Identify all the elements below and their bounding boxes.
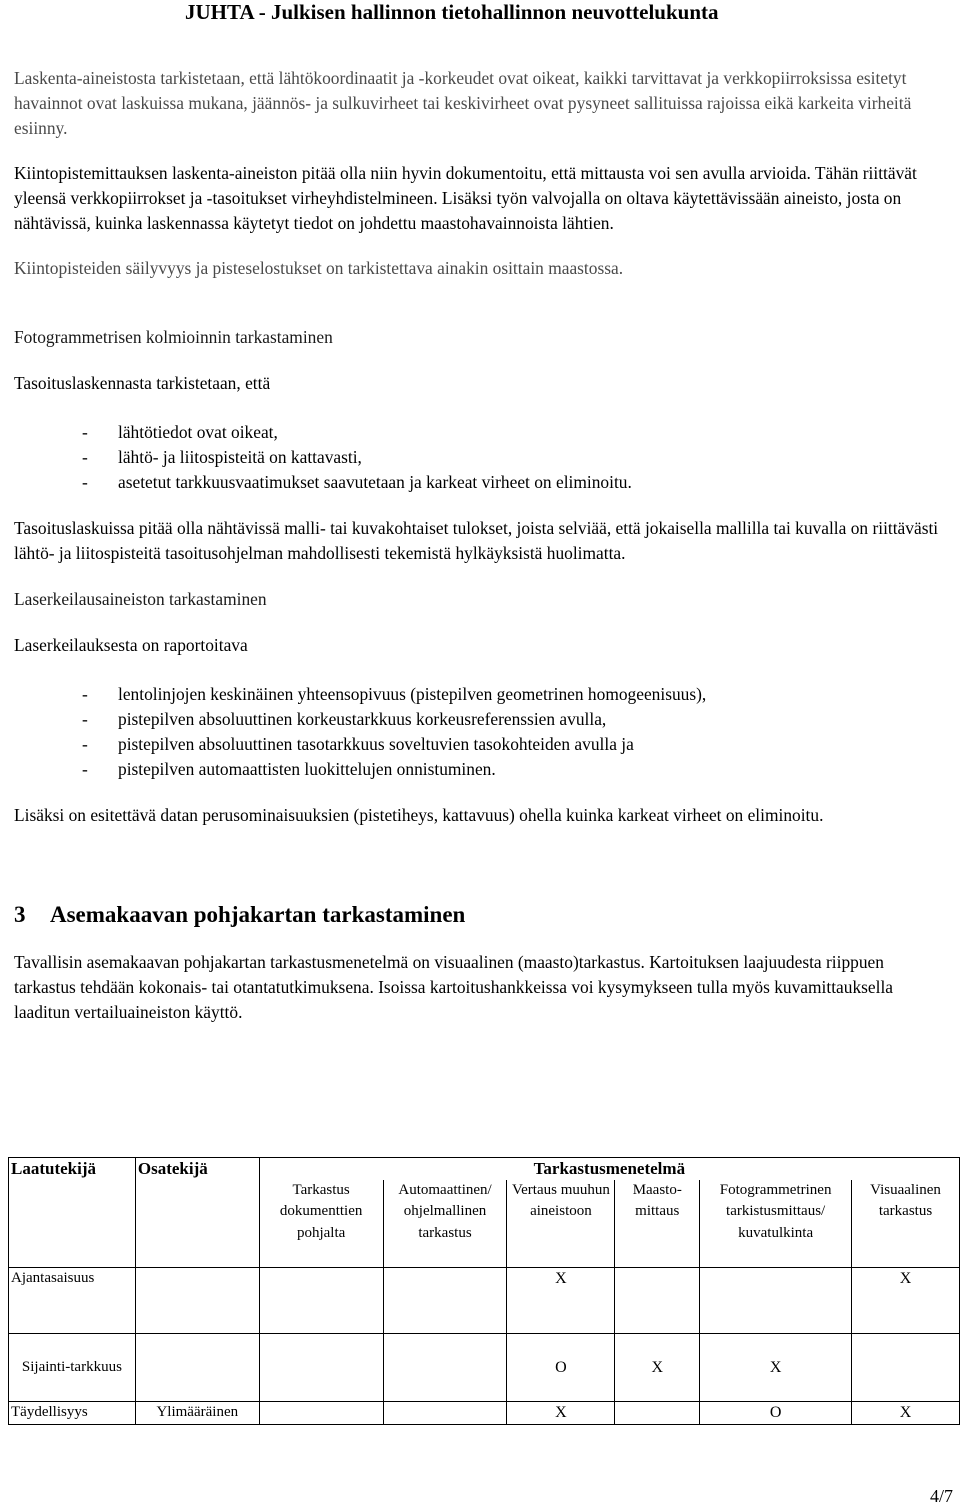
table-row bbox=[9, 1268, 960, 1334]
paragraph-laser-intro: Laserkeilauksesta on raportoitava bbox=[14, 635, 248, 655]
method-header: Vertaus muuhun aineistoon bbox=[507, 1180, 615, 1268]
paragraph-section3: Tavallisin asemakaavan pohjakartan tarkastusmenetelmä on visuaalinen (maasto)tarkastus. Kartoituksen laajuudesta riippuen tarkastus tehdään kokonais- tai otantatutkimuksena. Isoissa kartoitushankkeissa voi kysymykseen tulla myös kuvamittauksella laaditun vertailuaineiston käyttö. bbox=[14, 952, 894, 1022]
table-cell bbox=[383, 1334, 507, 1402]
list-item: - lähtötiedot ovat oikeat, bbox=[82, 422, 278, 442]
table-cell: X bbox=[507, 1402, 615, 1425]
table-row bbox=[9, 1334, 960, 1402]
paragraph-laskenta: Laskenta-aineistosta tarkistetaan, että lähtökoordinaatit ja -korkeudet ovat oikeat, kaikki tarvittavat ja verkkopiirroksissa esitetyt havainnot ovat laskuissa mukana, jäännös- ja sulkuvirheet tai keskivirheet ovat pysyneet sallituissa rajoissa eikä karkeita virheitä esiinny. bbox=[14, 68, 912, 138]
method-header: Fotogrammetrinen tarkistusmittaus/ kuvatulkinta bbox=[700, 1180, 852, 1268]
table-cell bbox=[852, 1334, 960, 1402]
heading-fotogrammetria: Fotogrammetrisen kolmioinnin tarkastaminen bbox=[14, 327, 333, 347]
document-body bbox=[14, 66, 944, 1025]
table-cell: X bbox=[507, 1268, 615, 1334]
list-item: - pistepilven absoluuttinen korkeustarkkuus korkeusreferenssien avulla, bbox=[82, 709, 607, 729]
header-osatekija: Osatekijä bbox=[135, 1158, 259, 1268]
table-cell bbox=[700, 1268, 852, 1334]
method-header: Tarkastus dokumenttien pohjalta bbox=[259, 1180, 383, 1268]
table-cell bbox=[259, 1268, 383, 1334]
heading-laserkeilaus: Laserkeilausaineiston tarkastaminen bbox=[14, 589, 267, 609]
paragraph-part: Kiintopistemittauksen laskenta-aineiston pitää olla niin hyvin dokumentoitu, että mittausta voi sen avulla arvioida. Tähän riittävät yleensä verkkopiirrokset ja -tasoitukset virheyhdistelmineen. bbox=[14, 163, 917, 208]
table-cell bbox=[615, 1402, 700, 1425]
section-title: Asemakaavan pohjakartan tarkastaminen bbox=[50, 902, 466, 927]
list-item: - pistepilven absoluuttinen tasotarkkuus soveltuvien tasokohteiden avulla ja bbox=[82, 734, 634, 754]
table-cell: O bbox=[700, 1402, 852, 1425]
table-cell: X bbox=[615, 1334, 700, 1402]
list-item: - lähtö- ja liitospisteitä on kattavasti, bbox=[82, 447, 362, 467]
section-number: 3 bbox=[14, 902, 26, 927]
row-subfactor bbox=[135, 1268, 259, 1334]
table-row bbox=[9, 1402, 960, 1425]
row-subfactor: Ylimääräinen bbox=[135, 1402, 259, 1425]
table-cell: X bbox=[852, 1402, 960, 1425]
list-item: - asetetut tarkkuusvaatimukset saavutetaan ja karkeat virheet on eliminoitu. bbox=[82, 472, 632, 492]
paragraph-kiintopiste-dokumentointi bbox=[14, 161, 944, 236]
page-header: JUHTA - Julkisen hallinnon tietohallinnon neuvottelukunta bbox=[185, 0, 719, 24]
table-cell bbox=[383, 1402, 507, 1425]
list-laser bbox=[14, 682, 944, 782]
paragraph-foto-intro: Tasoituslaskennasta tarkistetaan, että bbox=[14, 373, 271, 393]
method-header: Automaattinen/ ohjelmallinen tarkastus bbox=[383, 1180, 507, 1268]
list-item: - lentolinjojen keskinäinen yhteensopivuus (pistepilven geometrinen homogeenisuus), bbox=[82, 684, 707, 704]
row-factor: Täydellisyys bbox=[9, 1402, 136, 1425]
section-heading bbox=[14, 900, 944, 930]
header-tarkastusmenetelma: Tarkastusmenetelmä bbox=[259, 1158, 959, 1180]
row-factor: Ajantasaisuus bbox=[9, 1268, 136, 1334]
table-cell bbox=[383, 1268, 507, 1334]
table-cell: X bbox=[700, 1334, 852, 1402]
inspection-methods-table bbox=[8, 1157, 960, 1425]
table-cell: X bbox=[852, 1268, 960, 1334]
row-subfactor bbox=[135, 1334, 259, 1402]
paragraph-laser-after: Lisäksi on esitettävä datan perusominaisuuksien (pistetiheys, kattavuus) ohella kuinka karkeat virheet on eliminoitu. bbox=[14, 805, 824, 825]
table-header-row bbox=[9, 1158, 960, 1180]
table-cell bbox=[259, 1334, 383, 1402]
page-number: 4/7 bbox=[930, 1486, 954, 1506]
header-laatutekija: Laatutekijä bbox=[9, 1158, 136, 1268]
method-header: Visuaalinen tarkastus bbox=[852, 1180, 960, 1268]
list-foto bbox=[14, 420, 944, 495]
method-header: Maasto-mittaus bbox=[615, 1180, 700, 1268]
paragraph-part: Lisäksi työn valvojalla on oltava käytettävissään aineisto, josta on nähtävissä, kuinka laskennassa käytetyt tiedot on johdettu maastohavainnoista lähtien. bbox=[14, 188, 902, 233]
paragraph-foto-after: Tasoituslaskuissa pitää olla nähtävissä malli- tai kuvakohtaiset tulokset, joista selviää, että jokaisella mallilla tai kuvalla on riittävästi lähtö- ja liitospisteitä tasoitusohjelman mahdollisesti tekemistä hylkäyksistä huolimatta. bbox=[14, 518, 939, 563]
row-factor: Sijainti-tarkkuus bbox=[9, 1334, 136, 1402]
paragraph-kiintopiste-sailyvyys: Kiintopisteiden säilyvyys ja pisteselostukset on tarkistettava ainakin osittain maastossa. bbox=[14, 258, 624, 278]
list-item: - pistepilven automaattisten luokittelujen onnistuminen. bbox=[82, 759, 496, 779]
table-cell bbox=[259, 1402, 383, 1425]
table-cell bbox=[615, 1268, 700, 1334]
table-cell: O bbox=[507, 1334, 615, 1402]
